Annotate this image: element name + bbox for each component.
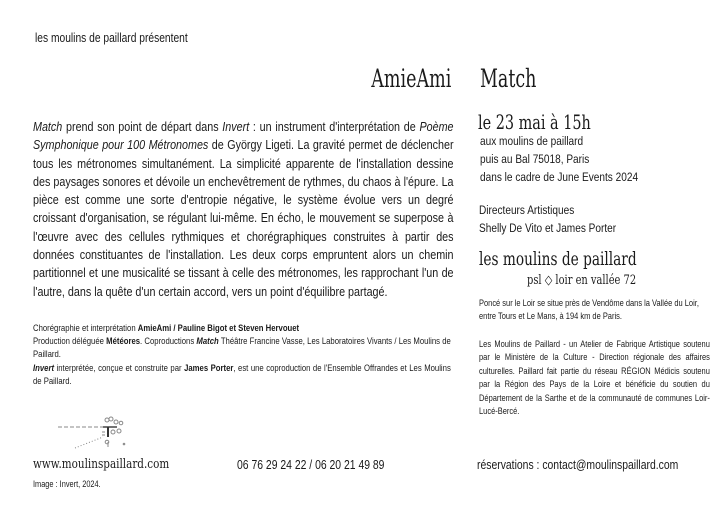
presenter-line <box>35 31 221 45</box>
directors-names <box>479 221 646 235</box>
invert-italic: Invert <box>222 119 250 134</box>
credits-block <box>33 322 451 388</box>
credits-text: Production déléguée <box>33 336 107 348</box>
credits-text: Théâtre Francine Vasse, Les Laboratoires Vivants / Les Moulins de Paillard. <box>33 336 451 361</box>
phone-numbers-text[interactable]: 06 76 29 24 22 / 06 20 21 49 89 <box>237 457 385 472</box>
presenter-text: les moulins de paillard présentent <box>35 31 188 45</box>
credits-production <box>33 335 451 361</box>
organization-address-text: psl ◇ loir en vallée 72 <box>527 273 637 288</box>
desc-text: de György Ligeti. La gravité permet de déclencher tous les métronomes simultanément. La simplicité apparente de l'installation dessine des paysages sonores et dévoile un enchevêtrement de rythmes, du chaos à l'épure. La pièce est comme une sorte d'entropie négative, le système évolue vers un degré croissant d'organisation, se régulant lui-même. En écho, le mouvement se superpose à l'œuvre avec des cellules rythmiques et chorégraphiques construites à partir des données constituantes de l'installation. Les deux corps empruntent alors un chemin partitionnel et une musicalité se tissant à celle des métronomes, les rapprochant l'un de l'autre, dans la quête d'un certain accord, vers un point d'équilibre partagé. <box>33 137 454 299</box>
venue-line <box>480 134 606 148</box>
directors-label <box>479 203 595 217</box>
artist-title <box>300 64 451 93</box>
work-title <box>480 64 561 93</box>
ligeti-work-italic: Poème Symphonique pour 100 Métronomes <box>33 119 454 153</box>
organization-about: Les Moulins de Paillard - un Atelier de Fabrique Artistique soutenu par le Ministère de la Culture - Direction régionale des affaires culturelles. Paillard fait partie du réseau RÉGION Médicis soutenu par la Région des Pays de la Loire et bénéficie du soutien du Département de la Sarthe et de la communauté de communes Loir-Lucé-Bercé. <box>479 339 710 418</box>
credits-text: . Coproductions <box>140 336 197 348</box>
phone-numbers[interactable] <box>237 457 421 472</box>
directors-names-text: Shelly De Vito et James Porter <box>479 221 617 235</box>
directors-label-text: Directeurs Artistiques <box>479 203 575 217</box>
image-caption-text: Image : Invert, 2024. <box>33 479 101 489</box>
credits-text: , est une coproduction de l'Ensemble Offrandes et Les Moulins de Paillard. <box>33 362 451 387</box>
invert-installation-sketch-icon <box>55 410 130 455</box>
desc-text: : un instrument d'interprétation de <box>249 119 420 134</box>
event-date <box>478 110 635 134</box>
credits-text: interprétée, conçue et construite par <box>54 362 185 374</box>
description-paragraph <box>33 118 454 301</box>
work-name: Match <box>480 64 537 93</box>
desc-text: prend son point de départ dans <box>62 119 223 134</box>
credits-choreography <box>33 322 451 335</box>
venue-text: aux moulins de paillard <box>480 134 584 148</box>
artist-name: AmieAmi <box>370 64 451 93</box>
credits-maker: James Porter <box>184 362 234 374</box>
image-caption <box>33 479 116 489</box>
organization-name <box>479 249 692 270</box>
event-date-text: le 23 mai à 15h <box>478 110 591 134</box>
credits-label: Chorégraphie et interprétation <box>33 323 138 334</box>
credits-invert <box>33 362 451 388</box>
venue-text: puis au Bal 75018, Paris <box>480 152 590 166</box>
credits-producer: Météores <box>106 336 141 348</box>
organization-address <box>527 273 671 288</box>
reservations-email[interactable]: réservations : contact@moulinspaillard.com <box>477 457 679 472</box>
website-link[interactable] <box>33 457 203 472</box>
venue-line <box>480 170 673 184</box>
credits-work: Match <box>196 336 219 348</box>
venue-line <box>480 152 613 166</box>
organization-name-text: les moulins de paillard <box>479 249 637 270</box>
reservations-contact[interactable] <box>477 457 725 472</box>
credits-invert-title: Invert <box>33 362 55 374</box>
location-description: Poncé sur le Loir se situe près de Vendôme dans la Vallée du Loir, entre Tours et Le Mans, à 194 km de Paris. <box>479 298 699 323</box>
venue-text: dans le cadre de June Events 2024 <box>480 170 639 184</box>
credits-performers: AmieAmi / Pauline Bigot et Steven Hervouet <box>137 323 300 334</box>
work-title-italic: Match <box>33 119 63 134</box>
website-text[interactable]: www.moulinspaillard.com <box>33 457 170 472</box>
